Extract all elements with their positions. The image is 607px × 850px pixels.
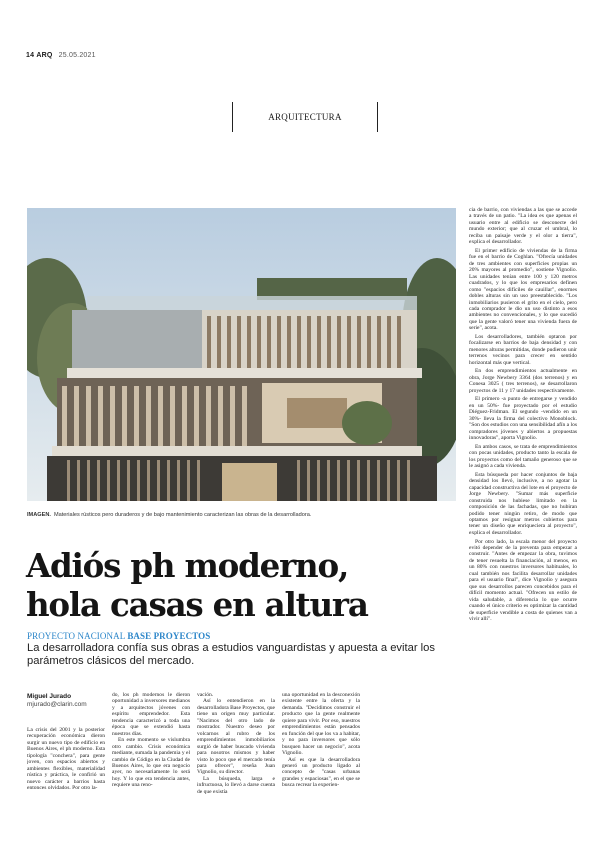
author-email[interactable]: mjurado@clarin.com — [27, 701, 87, 708]
subheadline: La desarrolladora confía sus obras a estudios vanguardistas y apuesta a evitar los parámetros clásicos del mercado. — [27, 642, 435, 667]
body-paragraph: Esta búsqueda por hacer conjuntos de baja densidad los llevó, inclusive, a no agotar la capacidad constructiva del lote en el proyecto de Jorge Newbery. "Sumar más superficie construida nos hubiese limitado en la composición de las fachadas, que no hubiran podido tener ningún retiro, de modo que optamos por resignar metros cubiertos para tener un diseño que enriqueciera al proyecto", explica el desarrollador. — [469, 471, 577, 536]
publication-date: 25.05.2021 — [58, 52, 96, 59]
body-paragraph: Así lo entendieron en la desarrolladora Base Proyectos, que tiene un origen muy particular. "Nacimos del otro lado de mostrador. Nuestro deseo por volcarnos al rubro de los emprendimientos inmobiliarios surgió de haber buscado vivienda para nosotros mismos y haber visto lo poco que el mercado tenía para ofrecer", reseña Juan Vignolio, su director. — [197, 698, 275, 776]
body-column-4 — [282, 692, 360, 837]
body-column-right — [469, 207, 577, 837]
body-paragraph: En este momento se vislumbra otro cambio. Crisis económica mediante, sumada la pandemia y el cambio de Código en la Ciudad de Buenos Aires, lo que era negocio ayer, no necesariamente lo será hoy. Y lo que era tendencia antes, requiere una reno- — [112, 737, 190, 789]
author-name: Miguel Jurado — [27, 693, 72, 700]
headline-line-2: hola casas en altura — [26, 585, 368, 624]
byline — [27, 693, 87, 709]
body-paragraph: La búsqueda, larga e infructuosa, lo llevó a darse cuenta de que existía — [197, 775, 275, 795]
page-folio — [26, 52, 96, 59]
body-paragraph: do, los ph modernos le dieron oportunidad a inversores medianos y a arquitectos jóvenes con espíritu emprendedor. Esta tendencia caracterizó a toda una época que se extendió hasta nuestros días. — [112, 692, 190, 737]
caption-text: Materiales rústicos pero duraderos y de bajo mantenimiento caracterizan las obras de la desarrolladora. — [53, 512, 312, 518]
section-label: ARQUITECTURA — [268, 112, 342, 122]
kicker — [27, 631, 210, 641]
building-photo — [27, 208, 456, 501]
headline — [26, 546, 466, 624]
body-paragraph: vación. — [197, 692, 214, 698]
body-paragraph: En ambos casos, se trata de emprendimientos con pocas unidades, producto tanto la escala de los proyectos como del tamaño generoso que se le asignó a cada vivienda. — [469, 443, 577, 470]
body-paragraph: Así es que la desarrolladora generó un producto ligado al concepto de "casas urbanas grandes y espaciosas", en el que se busca recrear la experien- — [282, 756, 360, 789]
building-illustration — [27, 208, 456, 501]
body-column-3 — [197, 692, 275, 837]
caption-label: IMAGEN. — [27, 512, 51, 518]
body-paragraph: La crisis del 2001 y la posterior recuperación económica dieron surgir un nuevo tipo de edificio en Buenos Aires, el ph moderno. Esta tipología "conchera", para gente joven, con espacios abiertos y ambientes flexibles, materialidad rústica y práctica, le confirió un nuevo carácter a barrios hasta entonces olvidados. Por otro la- — [27, 727, 105, 792]
body-paragraph: Por otro lado, la escala menor del proyecto evitó depender de la preventa para empezar a construir. "Antes de empezar la obra, tuvimos de tener resuelta la financiación, al menos, en un 80% con nuestros inversores habituales, lo cual también nos facilita desarrollar unidades para el usuario final", dice Vignolio y asegura que sus desarrollos parecen concebidos para el difícil momento actual. "Ofrecen un estilo de vida saludable, a diferencia lo que ocurre cuando el único criterio es optimizar la cantidad de superficie vendible a costa de quienes van a vivir allí". — [469, 538, 577, 622]
body-column-2 — [112, 692, 190, 837]
page-number: 14 — [26, 52, 35, 59]
body-paragraph: Los desarrolladores, también optaron por focalizarse en barrios de baja densidad y con menores alturas permitidas, donde pudieron unir terrenos vecinos para crecer en sentido horizontal más que vertical. — [469, 333, 577, 366]
body-paragraph: El primer edificio de viviendas de la firma fue en el barrio de Coghlan. "Ofrecía unidades de tres ambientes con superficies propias un 20% mayores al promedio", sostiene Vignolio. Las unidades tenían entre 100 y 120 metros cuadrados, y lo que los empresarios definen como "espacios difíciles de cauillar", enormes dobles alturas sin un uso preestablecido. "Los inmobiliarios pusieron el grito en el cielo, pero cada comprador le dio un uso distinto a esos ambientes no convencionales, y lo que sucedió que la gente valoró tener una vivienda fuera de serie", acota. — [469, 247, 577, 332]
body-paragraph: El primero -a punto de entregarse y vendido en un 50%- fue proyectado por el estudio Diéguez-Fridman. El segundo -vendido en un 30%- lleva la firma del colectivo Monoblock. "Son dos estudios con una sensibilidad afín a los compradores jóvenes y abiertos a propuestas innovadoras", aporta Vignolio. — [469, 396, 577, 442]
section-label-box — [232, 102, 378, 132]
body-column-1 — [27, 727, 105, 837]
kicker-company: BASE PROYECTOS — [127, 631, 211, 641]
body-paragraph: una oportunidad en la desconexión existente entre la oferta y la demanda. "Decidimos construir el producto que la gente realmente quiere para vivir. Por eso, nuestros emprendimientos están pensados en función del que los va a habitar, y no para inversores que sólo busquen hacer un negocio", acota Vignolio. — [282, 692, 360, 757]
kicker-category: PROYECTO NACIONAL — [27, 631, 125, 641]
section-name: ARQ — [36, 52, 53, 59]
headline-line-1: Adiós ph moderno, — [26, 546, 349, 585]
body-paragraph: En dos emprendimientos actualmente en obra, Jorge Newbery 3364 (dos terrenos) y en Conesa 3025 ( tres terrenos), se desarrollaron proyectos de 11 y 17 unidades respectivamente. — [469, 368, 577, 394]
body-paragraph: cia de barrio, con viviendas a las que se accede a través de un patio. "La idea es que apenas el usuario entre al edificio se desconecte del mundo exterior; que al cruzar el umbral, lo reciba un paisaje verde y el olor a tierra", explica el desarrollador. — [469, 207, 577, 246]
photo-caption — [27, 512, 457, 518]
